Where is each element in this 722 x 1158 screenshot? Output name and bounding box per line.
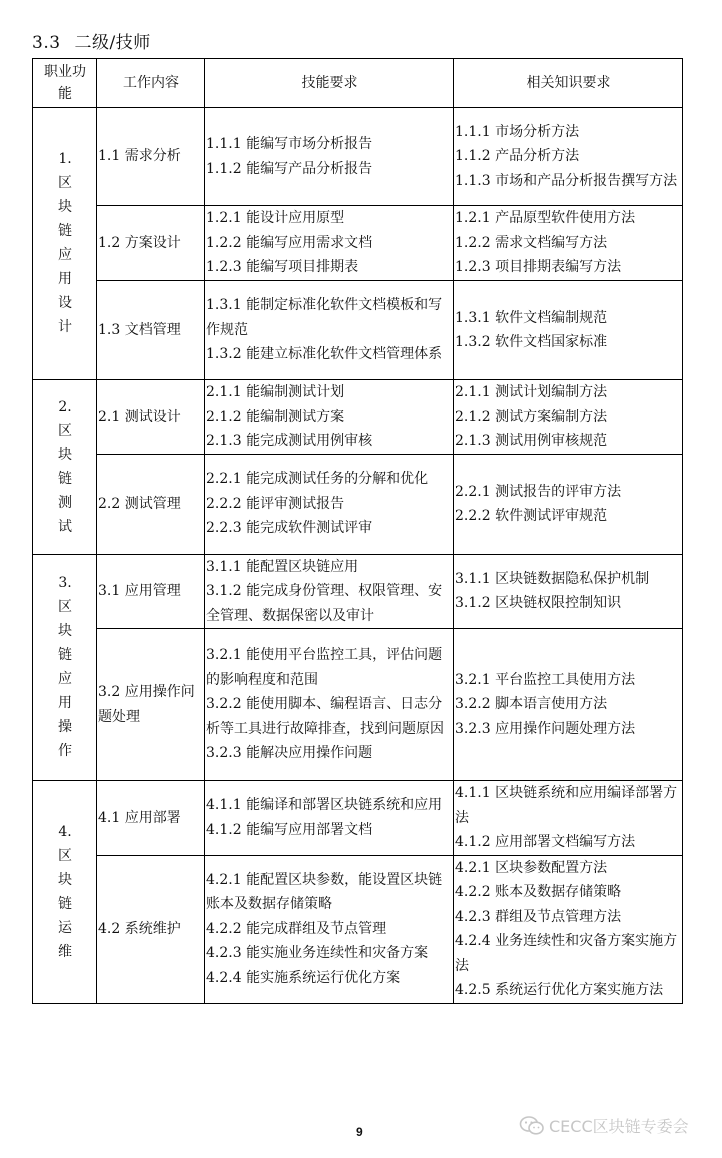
skill-requirements [205,454,454,554]
knowledge-requirements [454,206,683,281]
knowledge-item: 2.1.2 测试方案编制方法 [455,408,608,425]
table-row [33,629,683,781]
knowledge-requirements [454,629,683,781]
function-label: 4.区块链运维 [58,823,72,960]
skill-item: 2.2.3 能完成软件测试评审 [206,520,373,537]
section-title [32,28,151,53]
skill-item: 3.2.1 能使用平台监控工具，评估问题的影响程度和范围 [206,647,443,688]
knowledge-item: 4.1.2 应用部署文档编写方法 [455,834,636,850]
knowledge-item: 2.1.1 测试计划编制方法 [455,384,608,400]
knowledge-requirements [454,380,683,455]
skill-item: 2.1.1 能编制测试计划 [206,384,345,400]
skill-requirements [205,206,454,281]
header-function: 职业功能 [33,59,97,108]
table-header-row [33,59,683,108]
knowledge-item: 4.2.4 业务连续性和灾备方案实施方法 [455,933,678,974]
skill-requirements [205,281,454,380]
skill-item: 2.2.2 能评审测试报告 [206,495,345,512]
knowledge-item: 1.1.1 市场分析方法 [455,123,580,140]
section-heading: 二级/技师 [74,33,151,53]
knowledge-item: 3.2.2 脚本语言使用方法 [455,696,608,713]
skill-item: 3.1.2 能完成身份管理、权限管理、安全管理、数据保密以及审计 [206,583,443,624]
knowledge-item: 3.2.1 平台监控工具使用方法 [455,671,636,688]
knowledge-item: 4.2.1 区块参数配置方法 [455,859,608,876]
skill-item: 4.2.2 能完成群组及节点管理 [206,920,387,937]
knowledge-requirements [454,781,683,856]
skill-item: 1.3.1 能制定标准化软件文档模板和写作规范 [206,297,443,338]
knowledge-item: 1.3.1 软件文档编制规范 [455,309,608,326]
skill-item: 2.2.1 能完成测试任务的分解和优化 [206,471,429,488]
header-content: 工作内容 [97,59,205,108]
knowledge-requirements [454,554,683,629]
skill-item: 4.1.2 能编写应用部署文档 [206,821,373,838]
table-row [33,781,683,856]
skill-item: 1.2.1 能设计应用原型 [206,210,345,227]
skill-item: 2.1.2 能编制测试方案 [206,408,345,425]
knowledge-item: 2.2.1 测试报告的评审方法 [455,483,622,500]
work-content: 1.1 需求分析 [97,108,205,206]
knowledge-item: 4.2.5 系统运行优化方案实施方法 [455,982,664,998]
occupational-function [33,554,97,781]
knowledge-item: 1.2.3 项目排期表编写方法 [455,259,622,276]
knowledge-requirements [454,855,683,1003]
work-content: 3.2 应用操作问题处理 [97,629,205,781]
skill-item: 1.2.3 能编写项目排期表 [206,259,359,276]
knowledge-item: 1.1.3 市场和产品分析报告撰写方法 [455,172,678,189]
knowledge-item: 1.2.1 产品原型软件使用方法 [455,210,636,227]
header-knowledge: 相关知识要求 [454,59,683,108]
table-row [33,454,683,554]
knowledge-item: 4.1.1 区块链系统和应用编译部署方法 [455,785,678,826]
work-content: 3.1 应用管理 [97,554,205,629]
skill-item: 3.2.3 能解决应用操作问题 [206,745,373,762]
skill-requirements [205,380,454,455]
knowledge-requirements [454,108,683,206]
skill-requirements [205,108,454,206]
skill-requirements [205,629,454,781]
skill-item: 1.1.1 能编写市场分析报告 [206,136,373,152]
knowledge-item: 2.1.3 测试用例审核规范 [455,433,608,449]
skill-item: 1.3.2 能建立标准化软件文档管理体系 [206,346,443,363]
skill-requirements [205,855,454,1003]
knowledge-item: 3.1.1 区块链数据隐私保护机制 [455,570,650,587]
skill-item: 4.2.3 能实施业务连续性和灾备方案 [206,945,429,962]
occupational-function [33,108,97,380]
function-label: 3.区块链应用操作 [58,575,72,759]
work-content: 2.2 测试管理 [97,454,205,554]
knowledge-item: 1.3.2 软件文档国家标准 [455,334,608,350]
work-content: 2.1 测试设计 [97,380,205,455]
skill-item: 4.1.1 能编译和部署区块链系统和应用 [206,797,443,814]
work-content: 1.2 方案设计 [97,206,205,281]
skill-item: 1.1.2 能编写产品分析报告 [206,160,373,177]
skill-item: 3.1.1 能配置区块链应用 [206,558,359,575]
header-skills: 技能要求 [205,59,454,108]
knowledge-item: 3.1.2 区块链权限控制知识 [455,595,622,612]
skill-item: 3.2.2 能使用脚本、编程语言、日志分析等工具进行故障排查，找到问题原因 [206,696,444,737]
function-label: 1.区块链应用设计 [58,151,72,336]
wechat-icon [519,1115,545,1137]
skill-item: 4.2.4 能实施系统运行优化方案 [206,969,401,986]
knowledge-item: 4.2.3 群组及节点管理方法 [455,908,622,925]
skill-requirements [205,554,454,629]
watermark [519,1114,689,1137]
knowledge-item: 4.2.2 账本及数据存储策略 [455,884,622,900]
skill-item: 2.1.3 能完成测试用例审核 [206,433,373,449]
table-row [33,281,683,380]
knowledge-item: 1.2.2 需求文档编写方法 [455,234,608,251]
table-row [33,380,683,455]
occupational-function [33,781,97,1004]
skills-table [32,58,683,1004]
table-row [33,108,683,206]
table-row [33,554,683,629]
section-number: 3.3 [32,33,61,53]
page-number: 9 [356,1125,363,1139]
function-label: 2.区块链测试 [58,398,72,535]
skill-requirements [205,781,454,856]
knowledge-requirements [454,281,683,380]
work-content: 4.2 系统维护 [97,855,205,1003]
table-row [33,206,683,281]
work-content: 4.1 应用部署 [97,781,205,856]
occupational-function [33,380,97,555]
skill-item: 4.2.1 能配置区块参数，能设置区块链账本及数据存储策略 [206,871,443,913]
knowledge-item: 3.2.3 应用操作问题处理方法 [455,720,636,737]
table-body [33,108,683,1004]
knowledge-item: 2.2.2 软件测试评审规范 [455,508,608,524]
knowledge-item: 1.1.2 产品分析方法 [455,148,580,165]
knowledge-requirements [454,454,683,554]
watermark-text: CECC区块链专委会 [549,1117,689,1136]
skill-item: 1.2.2 能编写应用需求文档 [206,234,373,251]
work-content: 1.3 文档管理 [97,281,205,380]
table-row [33,855,683,1003]
